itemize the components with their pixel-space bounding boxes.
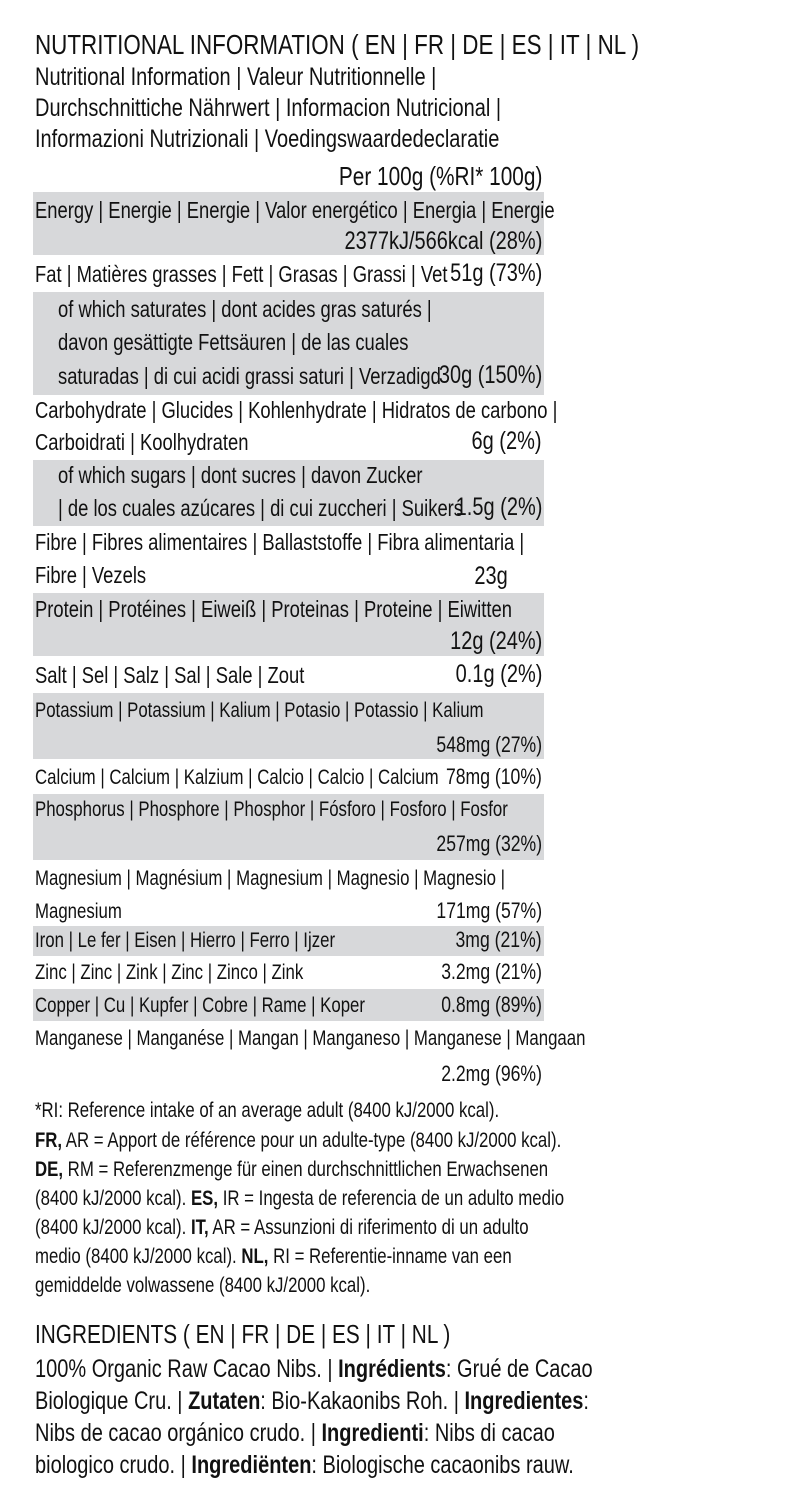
per-100g-header: Per 100g (%RI* 100g) — [338, 161, 542, 191]
row-value: 1.5g (2%) — [455, 493, 542, 521]
row-label: Phosphorus | Phosphore | Phosphor | Fósforo | Fosforo | Fosfor — [35, 798, 508, 821]
footnote-line: medio (8400 kJ/2000 kcal). NL, RI = Referentie-inname van een — [35, 1245, 512, 1268]
row-label: Manganese | Manganése | Mangan | Manganeso | Manganese | Mangaan — [35, 1027, 586, 1050]
row-label: Protein | Protéines | Eiweiß | Proteinas | Proteine | Eiwitten — [35, 596, 512, 622]
row-value: 78mg (10%) — [446, 764, 542, 789]
ingredients-line: Biologique Cru. | Zutaten: Bio-Kakaonibs Roh. | Ingredientes: — [35, 1387, 589, 1415]
row-value: 3.2mg (21%) — [441, 959, 542, 984]
row-label: Carbohydrate | Glucides | Kohlenhydrate | Hidratos de carbono | — [35, 397, 558, 423]
footnote-line: (8400 kJ/2000 kcal). ES, IR = Ingesta de referencia de un adulto medio — [35, 1187, 565, 1210]
row-label: of which sugars | dont sucres | davon Zucker — [58, 462, 423, 488]
row-label: saturadas | di cui acidi grassi saturi | Verzadigd — [58, 363, 441, 389]
row-label: Carboidrati | Koolhydraten — [35, 429, 249, 455]
row-value: 12g (24%) — [449, 627, 542, 655]
row-label: Salt | Sel | Salz | Sal | Sale | Zout — [35, 662, 305, 688]
row-value: 257mg (32%) — [436, 831, 542, 856]
row-label: Copper | Cu | Kupfer | Cobre | Rame | Koper — [35, 994, 365, 1017]
row-label: Magnesium — [35, 900, 122, 923]
row-label: Fibre | Vezels — [35, 562, 147, 588]
row-value: 0.8mg (89%) — [441, 992, 542, 1017]
row-value: 171mg (57%) — [436, 898, 542, 923]
row-value: 23g — [474, 562, 508, 590]
ingredients-line: Nibs de cacao orgánico crudo. | Ingredienti: Nibs di cacao — [35, 1419, 555, 1447]
row-label: Fat | Matières grasses | Fett | Grasas | Grassi | Vet — [35, 261, 448, 287]
row-label: Zinc | Zinc | Zink | Zinc | Zinco | Zink — [35, 961, 304, 984]
row-label: Potassium | Potassium | Kalium | Potasio | Potassio | Kalium — [35, 699, 484, 722]
footnote-line: (8400 kJ/2000 kcal). IT, AR = Assunzioni di riferimento di un adulto — [35, 1216, 529, 1239]
row-value: 51g (73%) — [449, 259, 542, 287]
row-label: Fibre | Fibres alimentaires | Ballaststoffe | Fibra alimentaria | — [35, 529, 525, 555]
footnote-line: gemiddelde volwassene (8400 kJ/2000 kcal). — [35, 1274, 371, 1297]
row-value: 2.2mg (96%) — [441, 1061, 542, 1086]
row-value: 2377kJ/566kcal (28%) — [344, 227, 542, 255]
row-label: | de los cuales azúcares | di cui zuccheri | Suikers — [58, 495, 464, 521]
nutrition-heading: NUTRITIONAL INFORMATION ( EN | FR | DE | ES | IT | NL ) — [35, 29, 640, 60]
ingredients-heading: INGREDIENTS ( EN | FR | DE | ES | IT | NL ) — [35, 1319, 451, 1349]
nutrition-subtitle-line: Durchschnittiche Nährwert | Informacion Nutricional | — [35, 94, 502, 122]
footnote-line: FR, AR = Apport de référence pour un adulte-type (8400 kJ/2000 kcal). — [35, 1129, 562, 1152]
row-label: of which saturates | dont acides gras saturés | — [58, 296, 432, 322]
row-value: 3mg (21%) — [455, 927, 542, 952]
row-label: Calcium | Calcium | Kalzium | Calcio | Calcio | Calcium — [35, 766, 439, 789]
nutrition-subtitle-line: Informazioni Nutrizionali | Voedingswaardedeclaratie — [35, 125, 500, 153]
nutrition-subtitle-line: Nutritional Information | Valeur Nutritionnelle | — [35, 63, 437, 91]
footnote-line: DE, RM = Referenzmenge für einen durchschnittlichen Erwachsenen — [35, 1158, 549, 1181]
footnote-line: *RI: Reference intake of an average adult (8400 kJ/2000 kcal). — [35, 1099, 500, 1122]
row-label: Magnesium | Magnésium | Magnesium | Magnesio | Magnesio | — [35, 867, 506, 890]
ingredients-line: biologico crudo. | Ingrediënten: Biologische cacaonibs rauw. — [35, 1451, 574, 1479]
row-label: davon gesättigte Fettsäuren | de las cuales — [58, 329, 409, 355]
row-value: 0.1g (2%) — [455, 660, 542, 688]
ingredients-line: 100% Organic Raw Cacao Nibs. | Ingrédients: Grué de Cacao — [35, 1355, 593, 1383]
row-label: Iron | Le fer | Eisen | Hierro | Ferro | Ijzer — [35, 929, 336, 952]
row-value: 30g (150%) — [438, 361, 542, 389]
row-label: Energy | Energie | Energie | Valor energético | Energia | Energie — [35, 197, 555, 223]
row-value: 6g (2%) — [471, 427, 542, 455]
row-value: 548mg (27%) — [436, 732, 542, 757]
